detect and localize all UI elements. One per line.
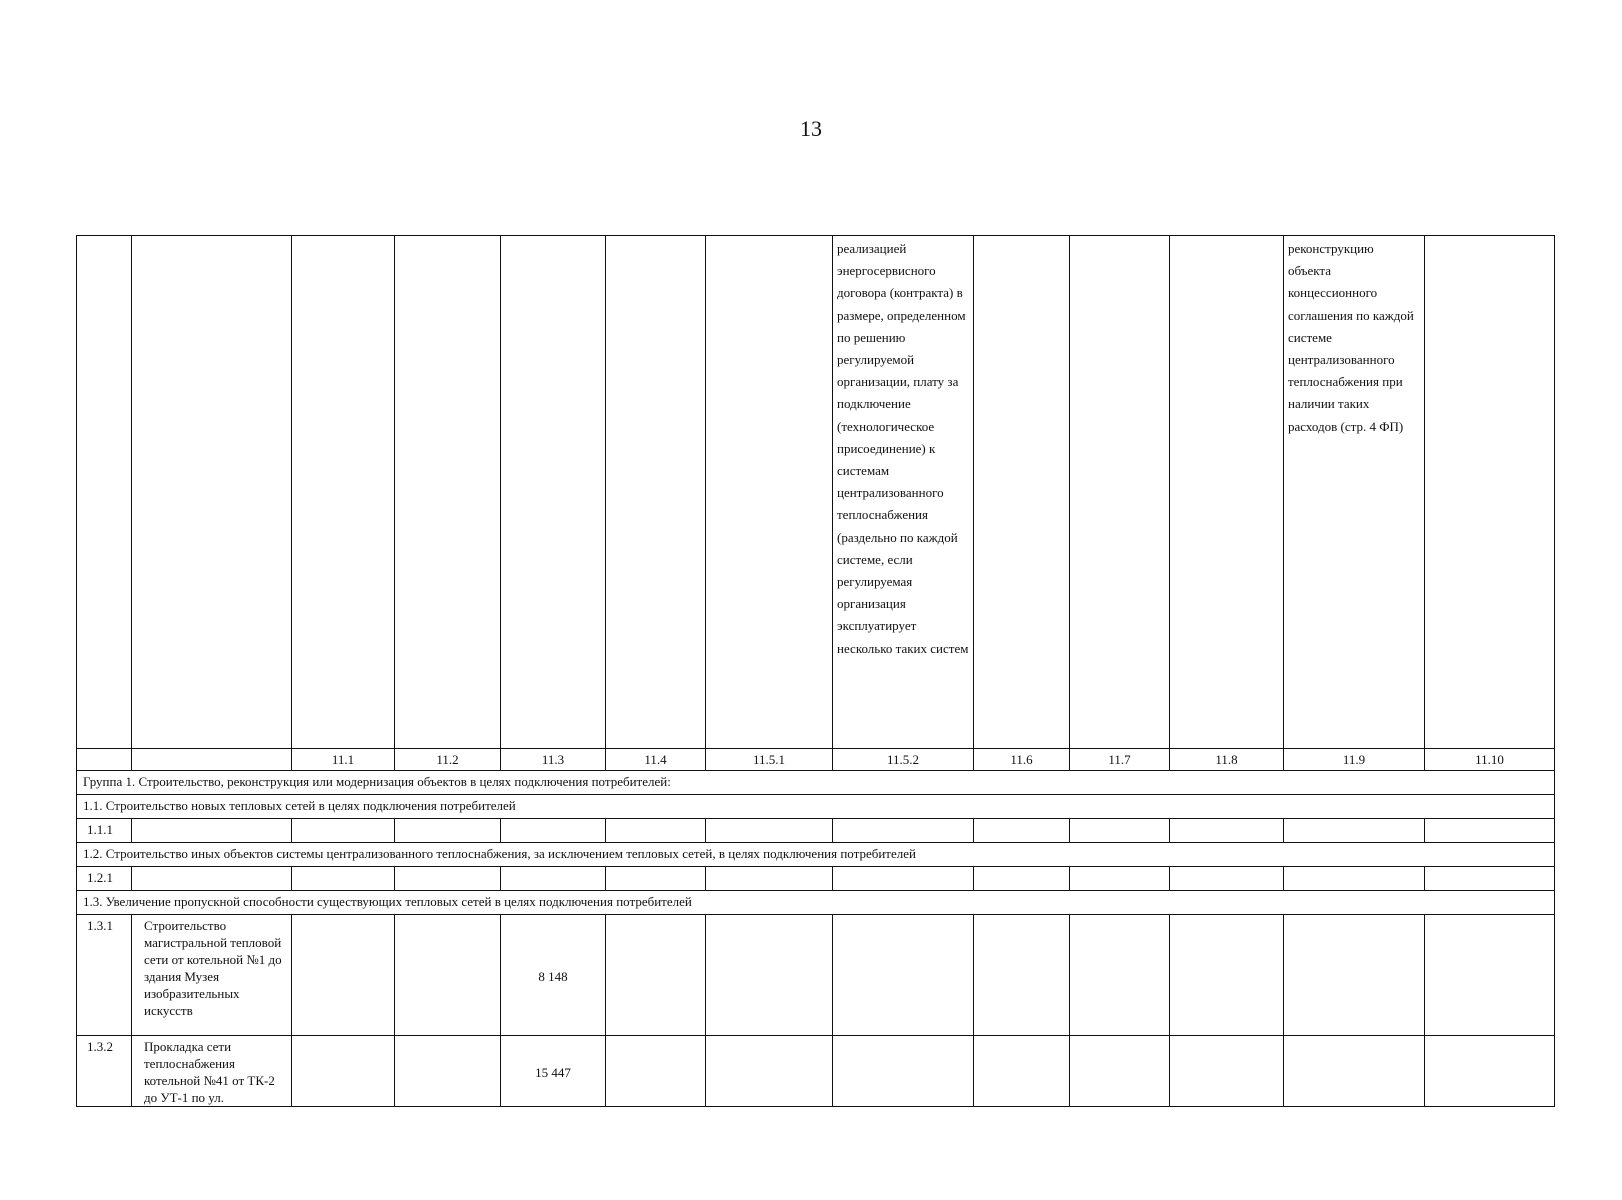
table-cell: [1170, 1036, 1284, 1107]
column-number: 11.8: [1170, 749, 1284, 771]
table-row: [77, 867, 1555, 891]
table-cell: [974, 1036, 1070, 1107]
section-row: [77, 795, 1555, 819]
header-cell-11-2: [395, 236, 501, 749]
table-cell: [833, 1036, 974, 1107]
row-code: 1.3.1: [77, 915, 132, 1036]
table-cell: [292, 915, 395, 1036]
row-name: Прокладка сети теплоснабжения котельной №41 от ТК-2 до УТ-1 по ул.: [132, 1036, 292, 1107]
row-code: 1.2.1: [77, 867, 132, 891]
table-cell: [1425, 1036, 1555, 1107]
section-row: [77, 891, 1555, 915]
column-number: 11.6: [974, 749, 1070, 771]
section-1-3-title: 1.3. Увеличение пропускной способности существующих тепловых сетей в целях подключения потребителей: [77, 891, 1555, 915]
table-row: [77, 1036, 1555, 1107]
table-cell: [1284, 915, 1425, 1036]
table-cell: [833, 915, 974, 1036]
header-cell-11-10: [1425, 236, 1555, 749]
investment-table-container: [76, 235, 1554, 1103]
column-number-row: [77, 749, 1555, 771]
table-cell: [706, 819, 833, 843]
table-cell: [606, 1036, 706, 1107]
table-row: [77, 915, 1555, 1036]
header-cell-name: [132, 236, 292, 749]
header-text-11-5-2: реализацией энергосервисного договора (контракта) в размере, определенном по решению регулируемой организации, плату за подключение (технологическое присоединение) к системам централизованного теплоснабжения (раздельно по каждой системе, если регулируемая организация эксплуатирует несколько таких систем: [837, 241, 969, 656]
table-cell: [395, 819, 501, 843]
table-cell: [292, 867, 395, 891]
table-cell: [1170, 819, 1284, 843]
row-code: 1.1.1: [77, 819, 132, 843]
column-number: 11.1: [292, 749, 395, 771]
table-cell: [1284, 819, 1425, 843]
table-cell: [501, 819, 606, 843]
table-cell: [606, 867, 706, 891]
column-number-empty: [132, 749, 292, 771]
table-cell: [1284, 1036, 1425, 1107]
table-cell: [1170, 915, 1284, 1036]
header-cell-11-6: [974, 236, 1070, 749]
investment-program-table: [76, 235, 1555, 1107]
column-number: 11.9: [1284, 749, 1425, 771]
section-row: [77, 843, 1555, 867]
table-cell: [974, 915, 1070, 1036]
column-number-empty: [77, 749, 132, 771]
table-cell: [1170, 867, 1284, 891]
column-number: 11.10: [1425, 749, 1555, 771]
row-code: 1.3.2: [77, 1036, 132, 1107]
table-cell: [833, 867, 974, 891]
table-cell: [1425, 915, 1555, 1036]
column-number: 11.5.2: [833, 749, 974, 771]
table-cell: [501, 867, 606, 891]
header-text-11-9: реконструкцию объекта концессионного соглашения по каждой системе централизованного теплоснабжения при наличии таких расходов (стр. 4 ФП): [1288, 241, 1414, 434]
section-1-2-title: 1.2. Строительство иных объектов системы централизованного теплоснабжения, за исключением тепловых сетей, в целях подключения потребителей: [77, 843, 1555, 867]
table-cell: [1284, 867, 1425, 891]
table-cell: [974, 819, 1070, 843]
table-cell: [974, 867, 1070, 891]
column-number: 11.7: [1070, 749, 1170, 771]
table-cell: [706, 867, 833, 891]
column-number: 11.3: [501, 749, 606, 771]
table-cell: [1070, 867, 1170, 891]
table-row: [77, 819, 1555, 843]
table-cell: [132, 819, 292, 843]
header-row: [77, 236, 1555, 749]
table-cell: [1070, 1036, 1170, 1107]
header-cell-11-5-1: [706, 236, 833, 749]
table-cell: [706, 1036, 833, 1107]
table-cell: [833, 819, 974, 843]
page-number: 13: [800, 116, 822, 141]
table-cell: [606, 819, 706, 843]
table-cell: [1425, 867, 1555, 891]
header-cell-code: [77, 236, 132, 749]
row-name: Строительство магистральной тепловой сети от котельной №1 до здания Музея изобразительных искусств: [132, 915, 292, 1036]
section-1-1-title: 1.1. Строительство новых тепловых сетей в целях подключения потребителей: [77, 795, 1555, 819]
column-number: 11.4: [606, 749, 706, 771]
value-11-3: 8 148: [501, 915, 606, 1036]
table-cell: [132, 867, 292, 891]
group-row: [77, 771, 1555, 795]
value-11-3: 15 447: [501, 1036, 606, 1107]
table-cell: [1070, 819, 1170, 843]
group-1-title: Группа 1. Строительство, реконструкция или модернизация объектов в целях подключения потребителей:: [77, 771, 1555, 795]
table-cell: [1070, 915, 1170, 1036]
table-cell: [1425, 819, 1555, 843]
table-cell: [395, 915, 501, 1036]
table-cell: [395, 867, 501, 891]
table-cell: [395, 1036, 501, 1107]
table-cell: [706, 915, 833, 1036]
header-cell-11-1: [292, 236, 395, 749]
header-cell-11-8: [1170, 236, 1284, 749]
header-cell-11-9: [1284, 236, 1425, 749]
header-cell-11-4: [606, 236, 706, 749]
table-cell: [292, 819, 395, 843]
column-number: 11.2: [395, 749, 501, 771]
column-number: 11.5.1: [706, 749, 833, 771]
table-cell: [292, 1036, 395, 1107]
header-cell-11-3: [501, 236, 606, 749]
table-cell: [606, 915, 706, 1036]
header-cell-11-7: [1070, 236, 1170, 749]
header-cell-11-5-2: [833, 236, 974, 749]
